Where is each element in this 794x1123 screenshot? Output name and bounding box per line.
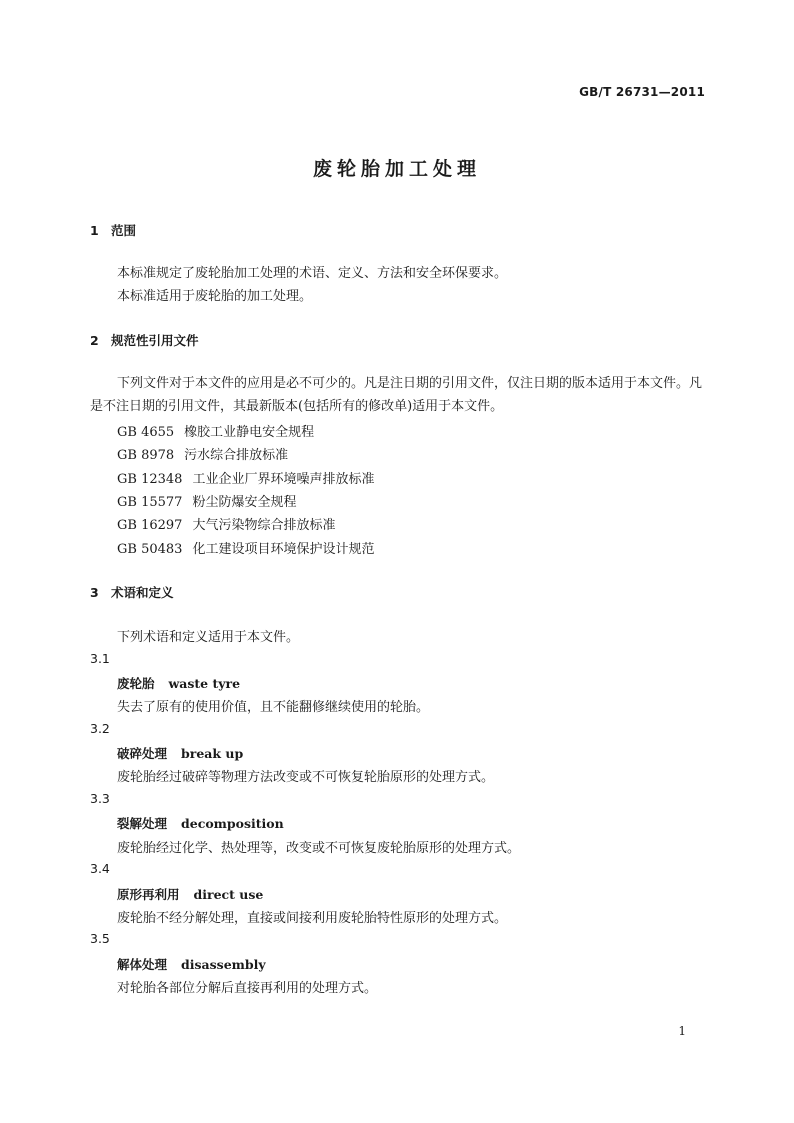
reference-code: GB 15577	[117, 495, 183, 510]
term-heading	[117, 814, 284, 832]
term-zh: 原形再利用	[117, 887, 180, 902]
page-number: 1	[678, 1024, 686, 1038]
reference-item	[117, 538, 374, 557]
term-zh: 破碎处理	[117, 746, 168, 761]
reference-item	[117, 514, 335, 533]
scope-line-2: 本标准适用于废轮胎的加工处理。	[117, 289, 313, 304]
term-definition: 废轮胎不经分解处理，直接或间接利用废轮胎特性原形的处理方式。	[117, 911, 508, 926]
term-en: decomposition	[181, 816, 284, 831]
reference-name: 工业企业厂界环境噪声排放标准	[192, 472, 375, 487]
term-definition: 废轮胎经过破碎等物理方法改变或不可恢复轮胎原形的处理方式。	[117, 770, 495, 785]
reference-name: 橡胶工业静电安全规程	[184, 425, 315, 440]
reference-name: 污水综合排放标准	[184, 448, 289, 463]
reference-name: 大气污染物综合排放标准	[192, 518, 336, 533]
section-number: 2	[90, 333, 99, 348]
term-en: break up	[181, 746, 244, 761]
section-1-heading	[90, 221, 136, 239]
reference-name: 化工建设项目环境保护设计规范	[192, 542, 375, 557]
reference-code: GB 12348	[117, 472, 183, 487]
section-title: 规范性引用文件	[111, 333, 199, 348]
section-number: 1	[90, 223, 99, 238]
reference-item	[117, 444, 288, 463]
document-title: 废轮胎加工处理	[312, 158, 481, 180]
terms-intro: 下列术语和定义适用于本文件。	[117, 630, 300, 645]
reference-name: 粉尘防爆安全规程	[192, 495, 297, 510]
term-en: disassembly	[181, 957, 266, 972]
term-zh: 解体处理	[117, 957, 168, 972]
term-number: 3.1	[90, 651, 110, 666]
standard-code: GB/T 26731—2011	[579, 85, 705, 99]
term-number: 3.5	[90, 931, 110, 946]
reference-code: GB 4655	[117, 425, 175, 440]
term-heading	[117, 674, 240, 692]
reference-code: GB 16297	[117, 518, 183, 533]
section-2-heading	[90, 331, 199, 349]
term-definition: 废轮胎经过化学、热处理等，改变或不可恢复废轮胎原形的处理方式。	[117, 841, 521, 856]
section-title: 术语和定义	[111, 585, 174, 600]
term-en: waste tyre	[168, 676, 241, 691]
reference-item	[117, 468, 374, 487]
reference-item	[117, 421, 314, 440]
normative-references-intro: 下列文件对于本文件的应用是必不可少的。凡是注日期的引用文件，仅注日期的版本适用于本文件。凡是不注日期的引用文件，其最新版本(包括所有的修改单)适用于本文件。	[90, 376, 703, 414]
term-heading	[117, 744, 243, 762]
section-title: 范围	[111, 223, 137, 238]
reference-code: GB 50483	[117, 542, 183, 557]
reference-code: GB 8978	[117, 448, 175, 463]
term-zh: 裂解处理	[117, 816, 168, 831]
section-3-heading	[90, 583, 174, 601]
term-number: 3.4	[90, 861, 110, 876]
term-number: 3.3	[90, 791, 110, 806]
scope-line-1: 本标准规定了废轮胎加工处理的术语、定义、方法和安全环保要求。	[117, 266, 508, 281]
term-heading	[117, 885, 263, 903]
term-definition: 对轮胎各部位分解后直接再利用的处理方式。	[117, 981, 378, 996]
section-number: 3	[90, 585, 99, 600]
term-zh: 废轮胎	[117, 676, 155, 691]
reference-item	[117, 491, 296, 510]
term-definition: 失去了原有的使用价值，且不能翻修继续使用的轮胎。	[117, 700, 430, 715]
term-number: 3.2	[90, 721, 110, 736]
term-heading	[117, 955, 266, 973]
term-en: direct use	[193, 887, 264, 902]
